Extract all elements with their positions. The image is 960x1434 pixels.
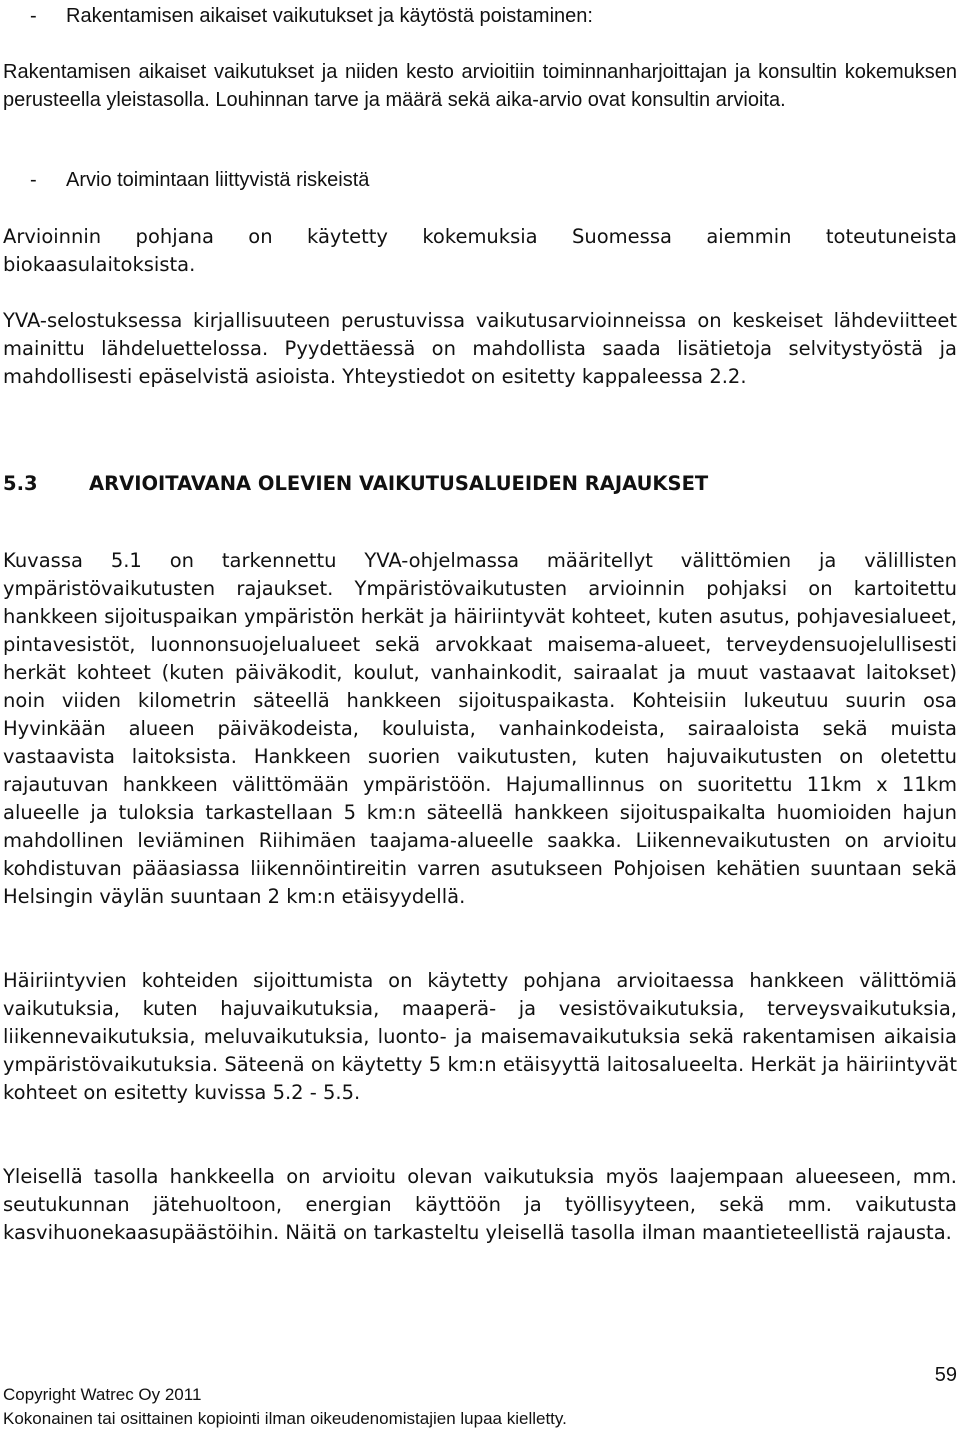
bullet-item-risks: [30, 166, 369, 194]
paragraph-sensitive-sites: Häiriintyvien kohteiden sijoittumista on käytetty pohjana arvioitaessa hankkeen välittömiä vaikutuksia, kuten hajuvaikutuksia, maaperä- ja vesistövaikutuksia, terveysvaikutuksia, liikennevaikutuksia, meluvaikutuksia, luonto- ja maisemavaikutuksia sekä rakentamisen aikaisia ympäristövaikutuksia. Säteenä on käytetty 5 km:n etäisyyttä laitosalueelta. Herkät ja häiriintyvät kohteet on esitetty kuvissa 5.2 - 5.5.: [3, 969, 957, 1104]
section-number: 5.3: [3, 472, 38, 495]
page-number: 59: [934, 1364, 957, 1386]
paragraph-impact-area-limits: Kuvassa 5.1 on tarkennettu YVA-ohjelmassa määritellyt välittömien ja välillisten ympäristövaikutusten rajaukset. Ympäristövaikutusten arvioinnin pohjaksi on kartoitettu hankkeen sijoituspaikan ympäristön herkät ja häiriintyvät kohteet, kuten asutus, pohjavesialueet, pintavesistöt, luonnonsuojelualueet sekä arvokkaat maisema-alueet, terveydensuojelullisesti herkät kohteet (kuten päiväkodit, koulut, vanhainkodit, sairaalat ja muut vastaavat laitokset) noin viiden kilometrin säteellä hankkeen sijoituspaikasta. Kohteisiin lukeutuu suurin osa Hyvinkään alueen päiväkodeista, kouluista, vanhainkodeista, sairaaloista sekä muista vastaavista laitoksista. Hankkeen suorien vaikutusten, kuten hajuvaikutusten on oletettu rajautuvan hankkeen välittömään ympäristöön. Hajumallinnus on suoritettu 11km x 11km alueelle ja tuloksia tarkastellaan 5 km:n säteellä hankkeen sijoituspaikalta huomioiden hajun mahdollinen leviäminen Riihimäen taajama-alueelle saakka. Liikennevaikutusten on arvioitu kohdistuvan pääasiassa liikennöintireitin varren asutukseen Pohjoisen kehätien suuntaan sekä Helsingin väylän suuntaan 2 km:n etäisyydellä.: [3, 549, 957, 908]
bullet-dash: -: [30, 5, 37, 27]
bullet-text: Arvio toimintaan liittyvistä riskeistä: [66, 169, 370, 191]
paragraph-risk-basis: Arvioinnin pohjana on käytetty kokemuksia Suomessa aiemmin toteutuneista biokaasulaitoksista.: [3, 225, 957, 276]
footer-notice: Kokonainen tai osittainen kopiointi ilman oikeudenomistajien lupaa kielletty.: [3, 1409, 567, 1428]
paragraph-references: YVA-selostuksessa kirjallisuuteen perustuvissa vaikutusarvioinneissa on keskeiset lähdeviitteet mainittu lähdeluettelossa. Pyydettäessä on mahdollista saada lisätietoja selvitystyöstä ja mahdollisesti epäselvistä asioista. Yhteystiedot on esitetty kappaleessa 2.2.: [3, 309, 957, 388]
footer-copyright: Copyright Watrec Oy 2011: [3, 1385, 202, 1404]
bullet-dash: -: [30, 169, 37, 191]
section-heading: [3, 470, 708, 498]
paragraph-construction-impacts: Rakentamisen aikaiset vaikutukset ja niiden kesto arvioitiin toiminnanharjoittajan ja konsultin kokemuksen perusteella yleistasolla. Louhinnan tarve ja määrä sekä aika-arvio ovat konsultin arvioita.: [3, 61, 957, 111]
section-title: ARVIOITAVANA OLEVIEN VAIKUTUSALUEIDEN RAJAUKSET: [89, 472, 709, 495]
paragraph-general-level: Yleisellä tasolla hankkeella on arvioitu olevan vaikutuksia myös laajempaan alueeseen, mm. seutukunnan jätehuoltoon, energian käyttöön ja työllisyyteen, sekä mm. vaikutusta kasvihuonekaasupäästöihin. Näitä on tarkasteltu yleisellä tasolla ilman maantieteellistä rajausta.: [3, 1165, 957, 1244]
bullet-text: Rakentamisen aikaiset vaikutukset ja käytöstä poistaminen:: [66, 5, 593, 27]
bullet-item-construction: [30, 2, 593, 30]
